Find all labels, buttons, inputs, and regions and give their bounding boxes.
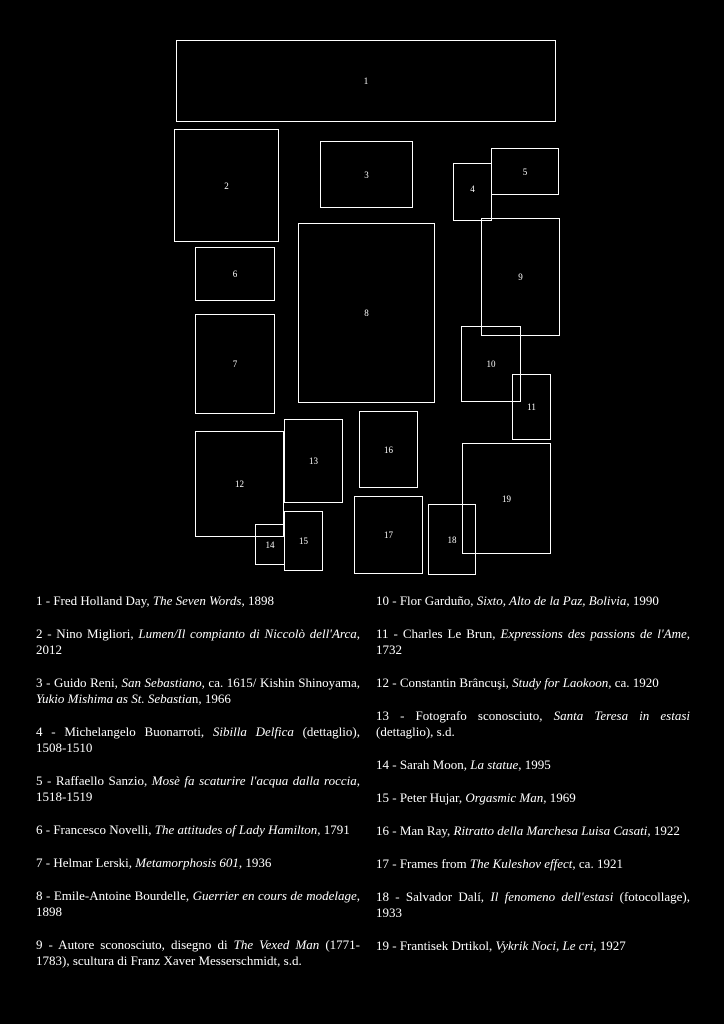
- captions-right-column: [376, 593, 690, 954]
- frame-number: 14: [265, 539, 275, 550]
- frame-12: [195, 431, 284, 537]
- frame-5: [491, 148, 559, 195]
- caption-12: 12 - Constantin Brâncuşi, Study for Laokoon, ca. 1920: [376, 675, 659, 690]
- frame-number: 9: [518, 272, 523, 282]
- caption-19: 19 - Frantisek Drtikol, Vykrik Noci, Le cri, 1927: [376, 938, 626, 953]
- frame-number: 1: [363, 76, 369, 86]
- frame-14: [255, 524, 285, 565]
- frame-4: [453, 163, 492, 221]
- frame-number: 6: [232, 269, 238, 279]
- frame-16: [359, 411, 418, 488]
- frame-1: [176, 40, 556, 122]
- frame-number: 12: [235, 479, 244, 489]
- frame-number: 8: [364, 308, 369, 318]
- caption-3: 3 - Guido Reni, San Sebastiano, ca. 1615/ Kishin Shinoyama, Yukio Mishima as St. Sebastian, 1966: [36, 675, 360, 706]
- caption-5: 5 - Raffaello Sanzio, Mosè fa scaturire l'acqua dalla roccia, 1518-1519: [36, 773, 361, 804]
- caption-17: 17 - Frames from The Kuleshov effect, ca. 1921: [376, 856, 623, 871]
- frame-6: [195, 247, 275, 301]
- frame-2: [174, 129, 279, 242]
- frame-13: [284, 419, 343, 503]
- caption-2: 2 - Nino Migliori, Lumen/Il compianto di Niccolò dell'Arca, 2012: [36, 626, 361, 657]
- caption-9: 9 - Autore sconosciuto, disegno di The Vexed Man (1771-1783), scultura di Franz Xaver Messerschmidt, s.d.: [36, 937, 360, 968]
- frame-number: 2: [224, 180, 229, 191]
- frame-number: 10: [486, 359, 496, 369]
- captions-left-column: [36, 593, 360, 969]
- frame-17: [354, 496, 423, 574]
- frame-19: [462, 443, 551, 554]
- frame-3: [320, 141, 413, 208]
- caption-8: 8 - Emile-Antoine Bourdelle, Guerrier en cours de modelage, 1898: [36, 888, 360, 919]
- frame-number: 4: [470, 184, 475, 195]
- frame-number: 16: [384, 444, 393, 455]
- frame-15: [284, 511, 323, 571]
- frame-number: 11: [527, 402, 536, 412]
- caption-18: 18 - Salvador Dalí, Il fenomeno dell'estasi (fotocollage), 1933: [376, 889, 691, 920]
- caption-15: 15 - Peter Hujar, Orgasmic Man, 1969: [376, 790, 576, 805]
- frame-number: 7: [232, 359, 238, 369]
- frame-number: 17: [384, 530, 393, 540]
- frame-number: 13: [309, 456, 318, 466]
- caption-4: 4 - Michelangelo Buonarroti, Sibilla Delfica (dettaglio), 1508-1510: [36, 724, 360, 755]
- frame-7: [195, 314, 275, 414]
- frame-number: 3: [364, 169, 369, 180]
- frame-number: 18: [447, 534, 457, 545]
- caption-13: 13 - Fotografo sconosciuto, Santa Teresa in estasi (dettaglio), s.d.: [376, 708, 690, 739]
- caption-14: 14 - Sarah Moon, La statue, 1995: [376, 757, 551, 772]
- caption-6: 6 - Francesco Novelli, The attitudes of Lady Hamilton, 1791: [36, 822, 350, 837]
- frame-number: 19: [502, 493, 511, 504]
- frame-9: [481, 218, 560, 336]
- caption-10: 10 - Flor Garduño, Sixto, Alto de la Paz, Bolivia, 1990: [376, 593, 659, 608]
- frame-11: [512, 374, 551, 440]
- frame-number: 5: [522, 166, 528, 177]
- caption-11: 11 - Charles Le Brun, Expressions des passions de l'Ame, 1732: [376, 626, 690, 657]
- caption-16: 16 - Man Ray, Ritratto della Marchesa Luisa Casati, 1922: [376, 823, 680, 838]
- caption-1: 1 - Fred Holland Day, The Seven Words, 1898: [36, 593, 274, 608]
- caption-7: 7 - Helmar Lerski, Metamorphosis 601, 1936: [36, 855, 272, 870]
- frame-8: [298, 223, 435, 403]
- frame-number: 15: [299, 536, 308, 546]
